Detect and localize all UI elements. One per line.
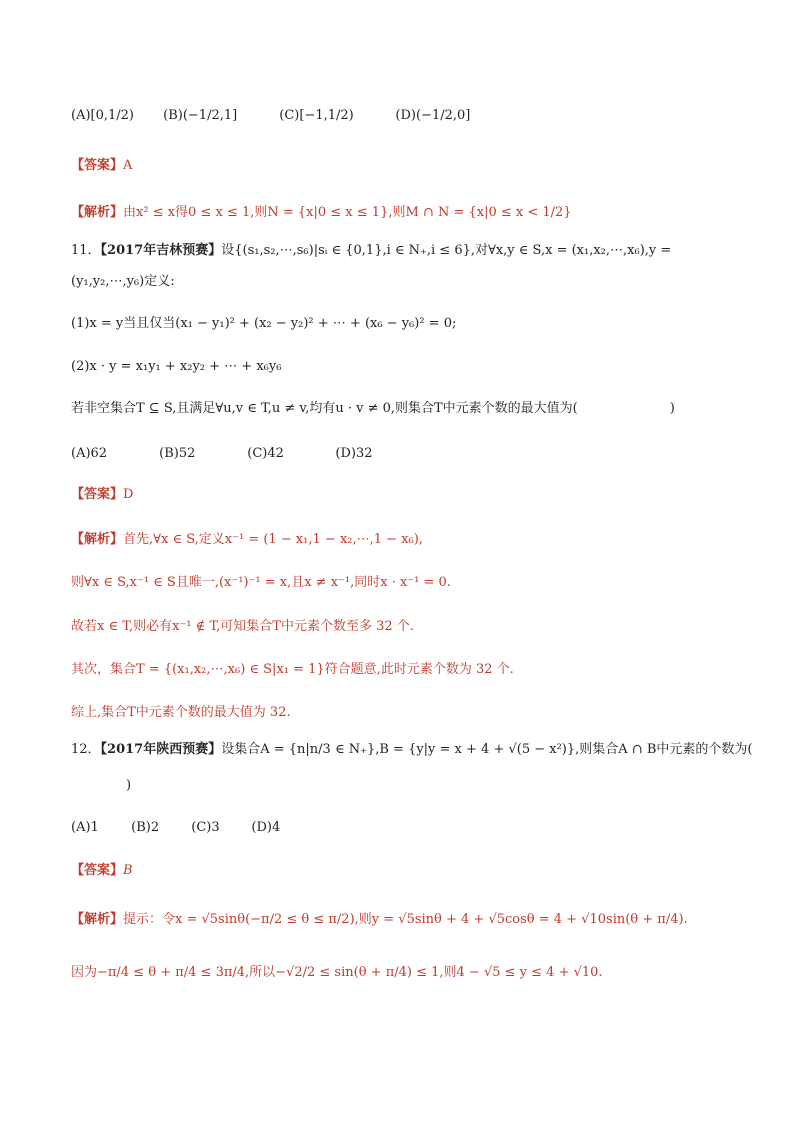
q11-analysis-line5: 综上,集合T中元素个数的最大值为 32. <box>71 705 291 720</box>
q12-option-a: (A)1 <box>71 820 99 835</box>
q11-analysis-line1 <box>71 530 423 550</box>
question-source: 【2017年吉林预赛】 <box>100 243 222 258</box>
q11-option-c: (C)42 <box>247 446 284 461</box>
q11-answer <box>71 485 133 505</box>
q12-stem-close: ) <box>126 778 132 793</box>
q10-answer <box>71 156 132 176</box>
question-source: 【2017年陕西预赛】 <box>100 742 222 757</box>
q11-analysis-line3: 故若x ∈ T,则必有x⁻¹ ∉ T,可知集合T中元素个数至多 32 个. <box>71 619 414 634</box>
question-text: 若非空集合T ⊆ S,且满足∀u,v ∈ T,u ≠ v,均有u · v ≠ 0,则集合T中元素个数的最大值为( <box>71 401 578 416</box>
q12-option-c: (C)3 <box>191 820 220 835</box>
q10-options <box>71 106 470 126</box>
q10-option-b: (B)(−1/2,1] <box>163 108 238 123</box>
q11-options <box>71 444 373 464</box>
question-number: 12． <box>71 742 101 757</box>
analysis-text: 首先,∀x ∈ S,定义x⁻¹ = (1 − x₁,1 − x₂,⋯,1 − x₆), <box>123 532 423 547</box>
answer-value: A <box>123 158 133 173</box>
q11-option-b: (B)52 <box>159 446 196 461</box>
q11-stem-line2: (y₁,y₂,⋯,y₆)定义: <box>71 274 175 289</box>
q12-answer <box>71 861 133 881</box>
question-number: 11． <box>71 243 101 258</box>
analysis-tag: 【解析】 <box>71 532 124 547</box>
q10-analysis <box>71 203 572 223</box>
q11-question <box>71 399 675 419</box>
q11-definition-1: (1)x = y当且仅当(x₁ − y₁)² + (x₂ − y₂)² + ⋯ + (x₆ − y₆)² = 0; <box>71 316 457 331</box>
answer-value: B <box>123 863 133 878</box>
answer-tag: 【答案】 <box>71 158 124 173</box>
q10-option-c: (C)[−1,1/2) <box>279 108 354 123</box>
analysis-tag: 【解析】 <box>71 912 124 927</box>
answer-value: D <box>123 487 134 502</box>
analysis-tag: 【解析】 <box>71 205 124 220</box>
q11-stem-line1 <box>71 241 671 261</box>
answer-tag: 【答案】 <box>71 863 124 878</box>
question-stem: 设集合A = {n|n/3 ∈ N₊},B = {y|y = x + 4 + √(5 − x²)},则集合A ∩ B中元素的个数为( <box>221 742 753 757</box>
question-stem: 设{(s₁,s₂,⋯,s₆)|sᵢ ∈ {0,1},i ∈ N₊,i ≤ 6},对∀x,y ∈ S,x = (x₁,x₂,⋯,x₆),y = <box>221 243 672 258</box>
q12-analysis-line1 <box>71 910 688 930</box>
q11-analysis-line4: 其次，集合T = {(x₁,x₂,⋯,x₆) ∈ S|x₁ = 1}符合题意,此时元素个数为 32 个. <box>71 662 514 677</box>
question-close: ) <box>669 401 675 416</box>
analysis-text: 提示：令x = √5sinθ(−π/2 ≤ θ ≤ π/2),则y = √5sinθ + 4 + √5cosθ = 4 + √10sin(θ + π/4). <box>123 912 688 927</box>
q10-option-a: (A)[0,1/2) <box>71 108 135 123</box>
q11-analysis-line2: 则∀x ∈ S,x⁻¹ ∈ S且唯一,(x⁻¹)⁻¹ = x,且x ≠ x⁻¹,同时x · x⁻¹ = 0. <box>71 575 451 590</box>
q12-stem <box>71 740 752 760</box>
q11-option-a: (A)62 <box>71 446 108 461</box>
q12-option-d: (D)4 <box>251 820 281 835</box>
q11-option-d: (D)32 <box>335 446 373 461</box>
q12-analysis-line2: 因为−π/4 ≤ θ + π/4 ≤ 3π/4,所以−√2/2 ≤ sin(θ + π/4) ≤ 1,则4 − √5 ≤ y ≤ 4 + √10. <box>71 965 603 980</box>
q11-definition-2: (2)x · y = x₁y₁ + x₂y₂ + ⋯ + x₆y₆ <box>71 359 282 374</box>
q10-option-d: (D)(−1/2,0] <box>395 108 471 123</box>
analysis-text: 由x² ≤ x得0 ≤ x ≤ 1,则N = {x|0 ≤ x ≤ 1},则M ∩ N = {x|0 ≤ x < 1/2} <box>123 205 572 220</box>
q12-options <box>71 818 280 838</box>
answer-tag: 【答案】 <box>71 487 124 502</box>
q12-option-b: (B)2 <box>131 820 160 835</box>
